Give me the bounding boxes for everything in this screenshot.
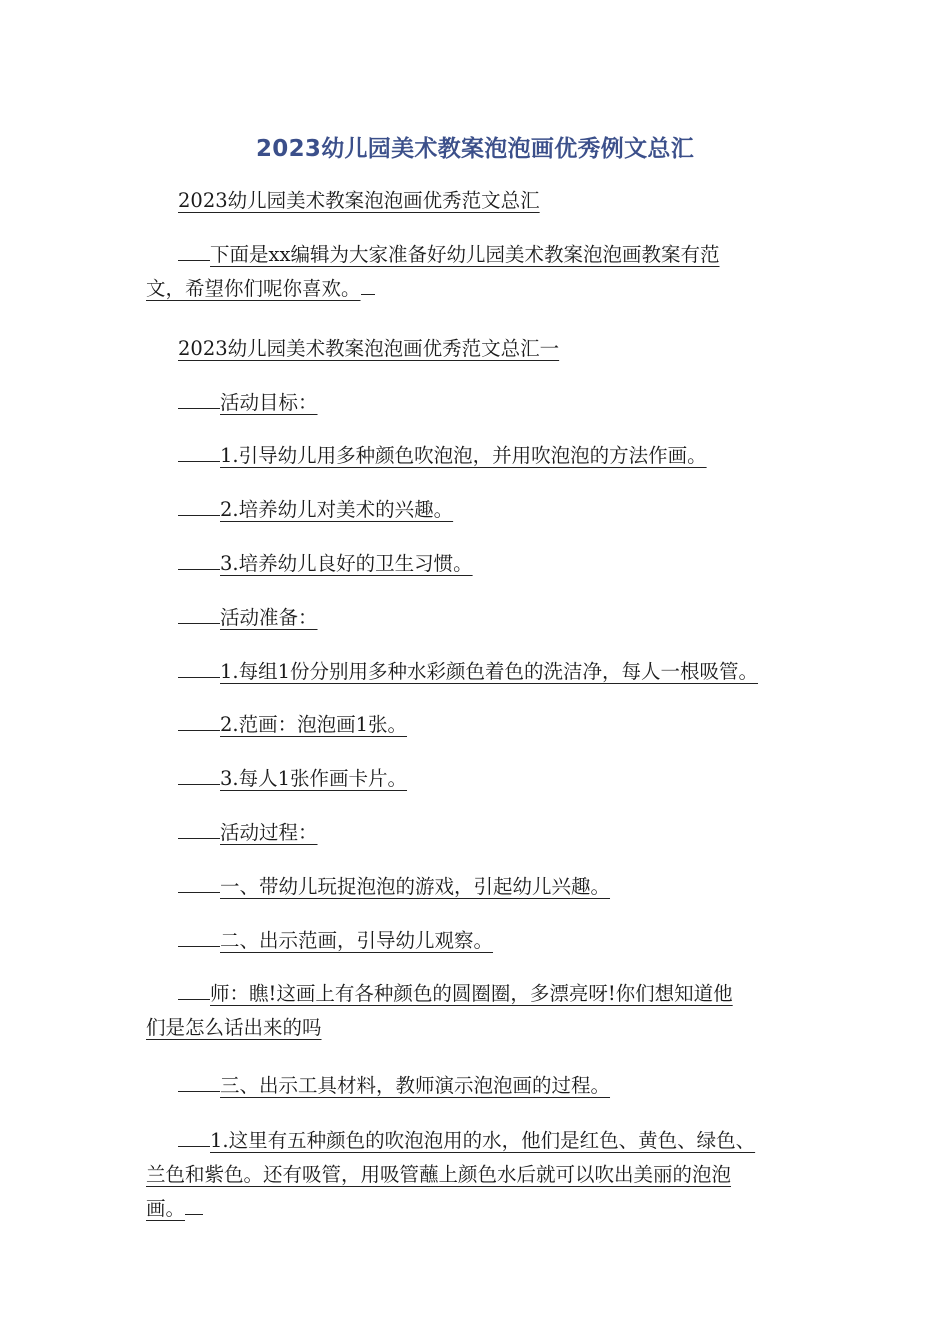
paragraph-line: 师：瞧!这画上有各种颜色的圆圈圈，多漂亮呀!你们想知道他 (210, 982, 733, 1005)
paragraph-line: 下面是xx编辑为大家准备好幼儿园美术教案泡泡画教案有范 (210, 243, 720, 266)
paragraph-line: 三、出示工具材料，教师演示泡泡画的过程。 (220, 1074, 611, 1097)
paragraph-line: 活动准备： (220, 606, 318, 629)
paragraph-line: 文，希望你们呢你喜欢。 (146, 277, 361, 300)
paragraph (178, 386, 318, 420)
paragraph (178, 1069, 610, 1103)
paragraph-line: 2.范画：泡泡画1张。 (220, 713, 408, 736)
document-title: 2023幼儿园美术教案泡泡画优秀例文总汇 (255, 136, 694, 162)
paragraph-line: 二、出示范画，引导幼儿观察。 (220, 929, 494, 952)
paragraph (178, 870, 610, 904)
paragraph (178, 924, 493, 958)
paragraph (178, 439, 707, 473)
paragraph-line: 一、带幼儿玩捉泡泡的游戏，引起幼儿兴趣。 (220, 875, 611, 898)
paragraph-line: 活动目标： (220, 391, 318, 414)
paragraph-line: 1.这里有五种颜色的吹泡泡用的水，他们是红色、黄色、绿色、 (210, 1129, 756, 1152)
paragraph-line: 兰色和紫色。还有吸管，用吸管蘸上颜色水后就可以吹出美丽的泡泡 (146, 1163, 732, 1186)
paragraph-line: 1.每组1份分别用多种水彩颜色着色的洗洁净，每人一根吸管。 (220, 660, 759, 683)
paragraph-line: 1.引导幼儿用多种颜色吹泡泡，并用吹泡泡的方法作画。 (220, 444, 707, 467)
paragraph (146, 238, 720, 306)
paragraph-line: 活动过程： (220, 821, 318, 844)
paragraph-line: 们是怎么话出来的吗 (146, 1016, 322, 1039)
paragraph-line: 3.每人1张作画卡片。 (220, 767, 408, 790)
paragraph (178, 816, 318, 850)
paragraph-line: 2023幼儿园美术教案泡泡画优秀范文总汇 (178, 189, 540, 212)
paragraph (178, 332, 559, 366)
paragraph-line: 3.培养幼儿良好的卫生习惯。 (220, 552, 473, 575)
paragraph-line: 2.培养幼儿对美术的兴趣。 (220, 498, 454, 521)
paragraph (146, 977, 733, 1045)
paragraph-line: 画。 (146, 1197, 186, 1220)
paragraph (178, 708, 407, 742)
paragraph (178, 762, 407, 796)
paragraph (178, 493, 453, 527)
paragraph (178, 184, 540, 218)
paragraph (178, 655, 758, 689)
paragraph (146, 1124, 755, 1226)
paragraph (178, 547, 473, 581)
paragraph (178, 601, 318, 635)
paragraph-line: 2023幼儿园美术教案泡泡画优秀范文总汇一 (178, 337, 560, 360)
